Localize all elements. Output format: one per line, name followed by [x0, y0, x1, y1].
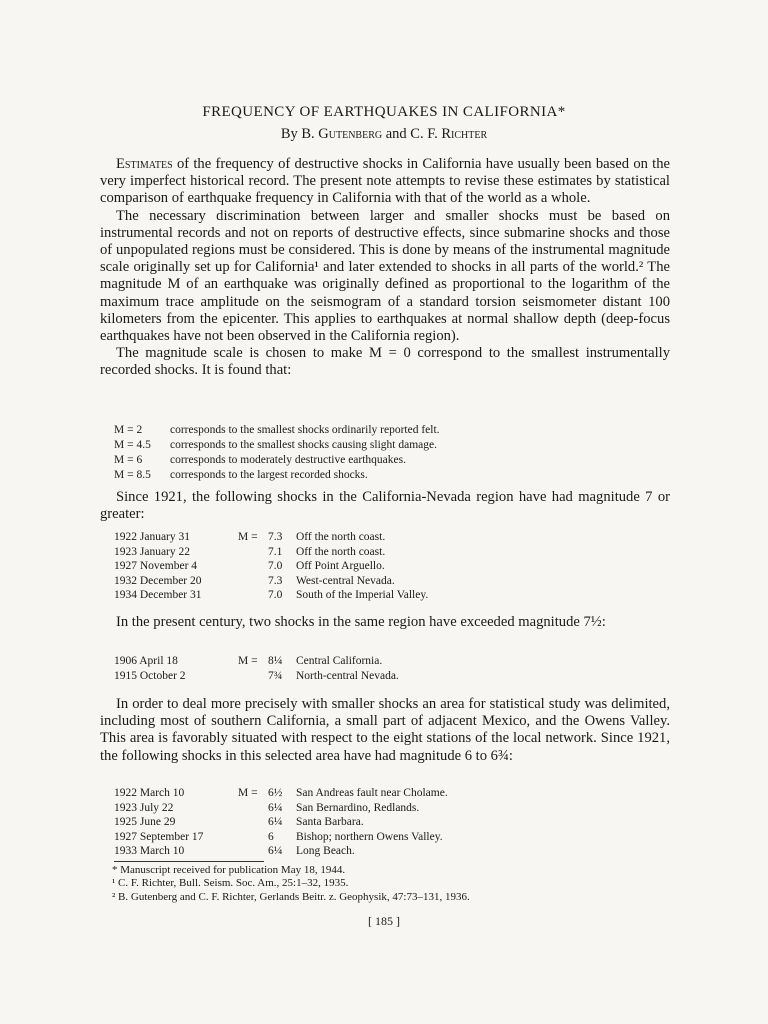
shock-place: North-central Nevada. — [296, 669, 399, 682]
magnitude-value: M = 6 — [114, 454, 143, 466]
footnote: * Manuscript received for publication May 18, 1944. — [112, 864, 346, 876]
shock-place: South of the Imperial Valley. — [296, 589, 429, 602]
shock-date: 1922 January 31 — [114, 531, 191, 543]
shock-magnitude: 6¼ — [268, 801, 283, 814]
shock-magnitude: 6½ — [268, 787, 283, 799]
paragraph-3: The magnitude scale is chosen to make M = 0 correspond to the smallest instrumentally recorded shocks. It is found that: — [100, 345, 670, 379]
table-row — [114, 786, 634, 801]
list-item — [114, 468, 440, 483]
table-row — [114, 654, 634, 669]
magnitude-desc: corresponds to the smallest shocks causing slight damage. — [170, 439, 438, 451]
shock-date: 1927 November 4 — [114, 560, 198, 573]
lead-word: Estimates — [116, 156, 173, 172]
shock-magnitude: 6¼ — [268, 845, 283, 858]
list-item — [114, 438, 440, 453]
byline-prefix: By B. — [280, 126, 319, 142]
shock-place: Long Beach. — [296, 845, 355, 858]
shock-place: San Andreas fault near Cholame. — [296, 787, 448, 799]
magnitude-value: M = 2 — [114, 424, 143, 436]
shock-magnitude: 7.0 — [268, 560, 283, 573]
shock-magnitude: 7.1 — [268, 545, 283, 558]
shock-magnitude: 7.3 — [268, 574, 283, 587]
table-row — [114, 815, 634, 830]
author-1: Gutenberg — [318, 126, 383, 142]
paragraph-5: In the present century, two shocks in the same region have exceeded magnitude 7½: — [116, 614, 606, 630]
footnotes — [112, 864, 672, 904]
shock-date: 1927 September 17 — [114, 830, 204, 843]
shock-mlabel: M = — [238, 531, 258, 543]
byline — [0, 126, 768, 143]
intro-paragraphs — [100, 156, 670, 380]
footnote: ² B. Gutenberg and C. F. Richter, Gerlands Beitr. z. Geophysik, 47:73–131, 1936. — [112, 890, 470, 903]
magnitude-desc: corresponds to the smallest shocks ordinarily reported felt. — [170, 424, 440, 436]
shock-magnitude: 6¼ — [268, 816, 283, 829]
table-row — [114, 588, 634, 603]
shocks-magnitude-6-table — [114, 786, 634, 859]
footnote-divider — [114, 861, 264, 862]
magnitude-desc: corresponds to moderately destructive earthquakes. — [170, 454, 406, 466]
paragraph-4-block — [100, 489, 670, 523]
shock-place: Bishop; northern Owens Valley. — [296, 830, 443, 843]
paragraph-1-text: of the frequency of destructive shocks in California have usually been based on the very imperfect historical record. The present note attempts to revise these estimates by statistical comparison of earthquake frequency in California with that of the world as a whole. — [100, 156, 670, 207]
byline-mid: and C. F. — [382, 126, 442, 142]
table-row — [114, 844, 634, 859]
shock-place: Off Point Arguello. — [296, 560, 385, 573]
page-number: [ 185 ] — [368, 914, 400, 928]
shock-place: Santa Barbara. — [296, 816, 364, 829]
paragraph-1 — [100, 156, 670, 208]
shock-date: 1923 July 22 — [114, 801, 174, 814]
shock-magnitude: 7¾ — [268, 669, 283, 682]
table-row — [114, 559, 634, 574]
shock-date: 1933 March 10 — [114, 845, 185, 858]
shocks-magnitude-7-table — [114, 530, 634, 603]
shock-date: 1932 December 20 — [114, 574, 202, 587]
list-item — [114, 453, 440, 468]
table-row — [114, 830, 634, 845]
magnitude-desc: corresponds to the largest recorded shocks. — [170, 469, 368, 481]
shock-date: 1934 December 31 — [114, 589, 202, 602]
magnitude-scale-list — [114, 423, 440, 483]
shock-magnitude: 7.0 — [268, 589, 283, 602]
author-2: Richter — [441, 126, 488, 142]
shock-magnitude: 7.3 — [268, 531, 283, 543]
shock-mlabel: M = — [238, 787, 258, 799]
shock-place: Off the north coast. — [296, 531, 386, 543]
shocks-magnitude-7-5-table — [114, 654, 634, 683]
shock-magnitude: 8¼ — [268, 655, 283, 667]
magnitude-value: M = 8.5 — [114, 469, 151, 481]
shock-date: 1925 June 29 — [114, 816, 176, 829]
paragraph-2: The necessary discrimination between larger and smaller shocks must be based on instrumental records and not on reports of destructive effects, since submarine shocks and those of unpopulated regions must be considered. This is done by means of the instrumental magnitude scale originally set up for California¹ and later extended to shocks in all parts of the world.² The magnitude M of an earthquake was originally defined as proportional to the logarithm of the maximum trace amplitude on the seismogram of a standard torsion seismometer distant 100 kilometers from the epicenter. This applies to earthquakes at normal shallow depth (deep-focus earthquakes have not been observed in the California region). — [100, 207, 670, 345]
shock-date: 1923 January 22 — [114, 545, 191, 558]
table-row — [114, 801, 634, 816]
shock-place: West-central Nevada. — [296, 574, 395, 587]
table-row — [114, 574, 634, 589]
shock-magnitude: 6 — [268, 830, 274, 843]
paragraph-6: In order to deal more precisely with smaller shocks an area for statistical study was delimited, including most of southern California, a small part of adjacent Mexico, and the Owens Valley. This area is favorably situated with respect to the eight stations of the local network. Since 1921, the following shocks in this selected area have had magnitude 6 to 6¾: — [100, 696, 670, 764]
paragraph-5-block — [100, 614, 670, 631]
shock-mlabel: M = — [238, 655, 258, 667]
table-row — [114, 545, 634, 560]
table-row — [114, 530, 634, 545]
paragraph-6-block — [100, 696, 670, 765]
shock-date: 1906 April 18 — [114, 655, 178, 667]
shock-date: 1922 March 10 — [114, 787, 185, 799]
shock-place: San Bernardino, Redlands. — [296, 801, 420, 814]
shock-place: Central California. — [296, 655, 383, 667]
paragraph-4: Since 1921, the following shocks in the California-Nevada region have had magnitude 7 or greater: — [100, 489, 670, 523]
shock-place: Off the north coast. — [296, 545, 386, 558]
shock-date: 1915 October 2 — [114, 669, 186, 682]
list-item — [114, 423, 440, 438]
footnote: ¹ C. F. Richter, Bull. Seism. Soc. Am., 25:1–32, 1935. — [112, 877, 349, 890]
article-title: FREQUENCY OF EARTHQUAKES IN CALIFORNIA* — [202, 104, 566, 120]
table-row — [114, 669, 634, 684]
magnitude-value: M = 4.5 — [114, 439, 151, 451]
